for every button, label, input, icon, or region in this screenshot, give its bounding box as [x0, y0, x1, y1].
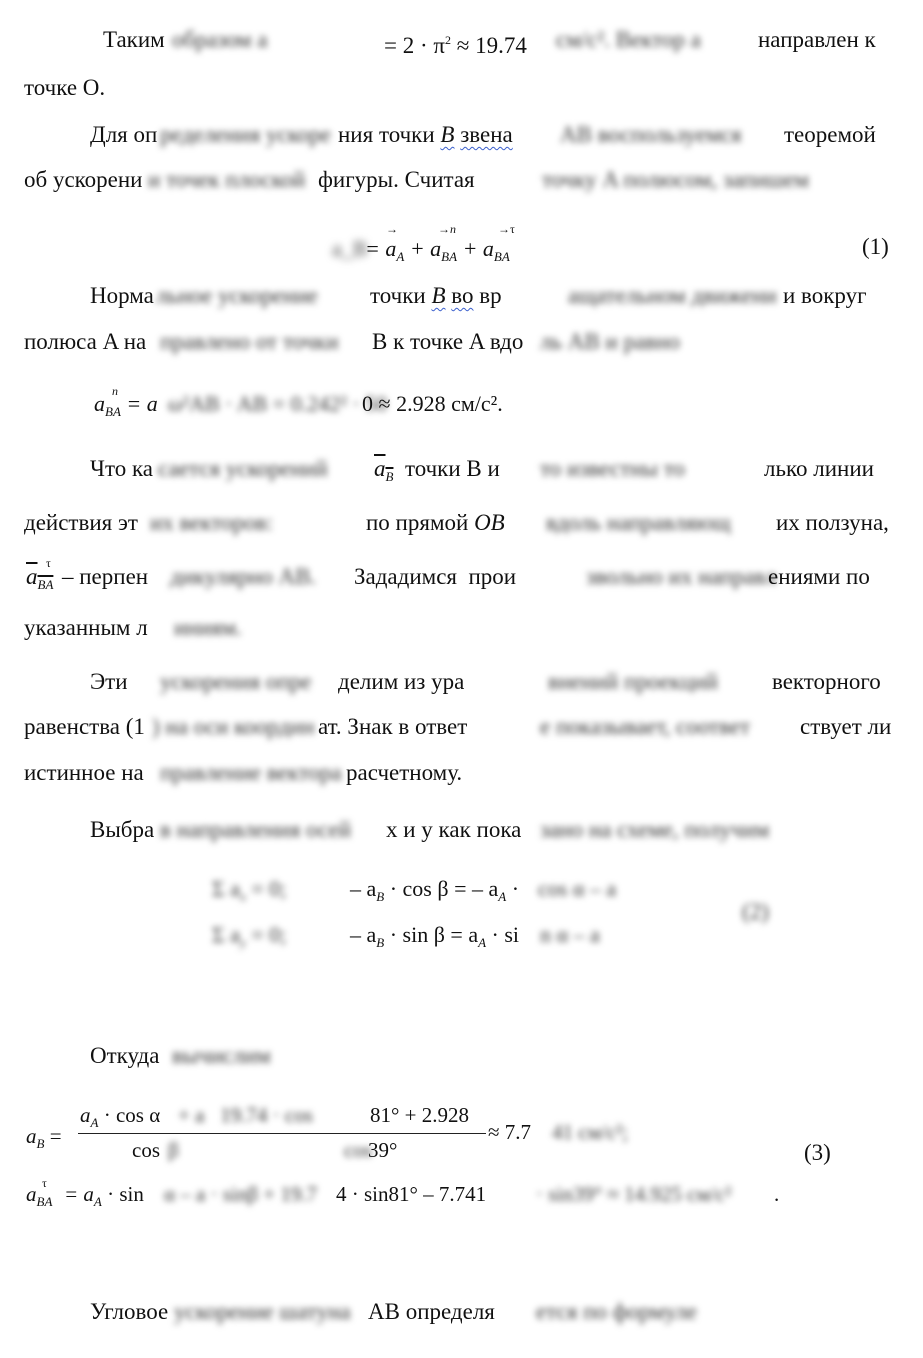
text-line-3-mid: [338, 121, 513, 149]
equation-3b-mid: [64, 1182, 144, 1210]
text-fragment: и точек плоской: [148, 167, 306, 192]
text-fragment: об ускорени: [24, 167, 143, 192]
text-fragment: · cos β = – a: [389, 876, 499, 901]
text-fragment: указанным л: [24, 615, 148, 640]
text-fragment: правлено от точки: [160, 329, 339, 354]
text-line-18-blur-2: [536, 1298, 697, 1326]
text-line-3: [90, 121, 157, 149]
text-fragment: их ползуна,: [776, 510, 889, 535]
text-line-1-formula: = $2 \cdot \pi^2 \approx 19.74$: [384, 33, 527, 58]
text-fragment: точки B и: [404, 456, 500, 481]
subscript: BA: [441, 249, 458, 264]
text-fragment: n α – a: [540, 922, 600, 947]
text-fragment: их векторов:: [150, 510, 273, 535]
text-fragment: дикулярно AB.: [170, 564, 317, 589]
subscript: B: [36, 1136, 45, 1151]
text-line-4-mid: [318, 166, 475, 194]
subscript: BA: [105, 404, 121, 419]
text-fragment: 19.74 · cos: [220, 1103, 313, 1127]
vector-arrow-icon: →n: [438, 222, 456, 236]
text-fragment: ствует ли: [800, 714, 892, 739]
text-fragment: 0 ≈ 2.928 см/с².: [362, 391, 503, 416]
subscript: A: [478, 935, 487, 950]
equation-2-row-2-right: [540, 922, 600, 948]
text-fragment: е показывает, соответ: [540, 714, 751, 739]
text-fragment: звена: [460, 122, 513, 147]
text-line-10-mid: [366, 509, 505, 537]
text-fragment: a_B: [332, 236, 368, 261]
text-fragment: ≈ 19.74: [456, 33, 527, 58]
text-fragment: + a: [409, 236, 442, 261]
equation-number-3: (3): [804, 1140, 831, 1165]
text-line-1-blur: [172, 26, 267, 54]
text-fragment: Σ a: [212, 922, 241, 947]
text-fragment: ется по формуле: [536, 1299, 697, 1324]
text-line-13-blur-2: [548, 668, 718, 696]
text-fragment: правление вектора: [160, 760, 342, 785]
text-fragment: ащательном движени: [568, 283, 777, 308]
text-fragment: + a: [178, 1103, 205, 1127]
subscript: x: [240, 889, 246, 904]
text-fragment: прои: [468, 564, 517, 589]
text-fragment: Для оп: [90, 122, 158, 147]
text-line-15: [24, 759, 144, 787]
equation-normal-accel-blur: [168, 391, 387, 417]
text-fragment: Что ка: [90, 456, 153, 481]
text-line-1-blur-2: [556, 26, 701, 54]
text-fragment: = a: [126, 391, 158, 416]
text-fragment: = a: [365, 236, 397, 261]
text-fragment: см/с². Вектор a: [556, 27, 701, 52]
text-fragment: Откуда: [90, 1043, 160, 1068]
text-fragment: Σ a: [212, 876, 241, 901]
text-fragment: x и y как пока: [386, 817, 522, 842]
superscript: τ: [42, 1176, 47, 1190]
text-fragment: – a: [350, 922, 377, 947]
text-line-17-blur: [172, 1042, 271, 1070]
text-fragment: · sin39° ≈ 14.925 см/с²: [536, 1182, 732, 1206]
fraction-bar: [78, 1133, 486, 1134]
equation-1-lhs: [332, 236, 367, 262]
text-fragment: ·: [511, 876, 520, 901]
text-line-11-blur: [170, 563, 316, 591]
text-line-4-blur-2: [542, 166, 809, 194]
text-fragment: · sinβ + 19.7: [210, 1182, 318, 1206]
text-fragment: фигуры. Считая: [318, 167, 475, 192]
text-fragment: AB определя: [368, 1299, 495, 1324]
equation-3b-lhs: [26, 1182, 52, 1210]
text-line-11-mid: [354, 563, 516, 591]
text-line-10-blur-2: [546, 509, 731, 537]
text-line-16-blur: [160, 816, 351, 844]
text-fragment: в направления осей: [160, 817, 352, 842]
equation-3-numerator-blur: [178, 1103, 313, 1128]
text-line-13-end: [772, 668, 881, 696]
text-fragment: 39°: [368, 1138, 398, 1162]
text-fragment: .: [774, 1182, 780, 1206]
equation-3-denominator-b: [368, 1138, 397, 1163]
text-line-4: [24, 166, 143, 194]
text-line-1-end: [758, 26, 876, 54]
equation-2-row-2-left: [212, 922, 286, 956]
text-fragment: внений проекций: [548, 669, 718, 694]
text-line-14-blur-2: [540, 713, 750, 741]
text-fragment: теоремой: [784, 122, 876, 147]
vector-a-ba-tau: $a_{BA}$: [26, 564, 54, 592]
subscript: BA: [36, 1194, 53, 1209]
text-line-9: [90, 455, 153, 483]
subscript: BA: [493, 249, 510, 264]
equation-3b-mid-2: [336, 1182, 486, 1207]
text-fragment: ускорения опре: [160, 669, 312, 694]
text-fragment: = 0;: [251, 922, 287, 947]
subscript: A: [93, 1194, 102, 1209]
text-fragment: и вокруг: [783, 283, 867, 308]
subscript: A: [90, 1115, 99, 1130]
text-line-11: [62, 563, 148, 591]
text-fragment: B: [440, 122, 455, 147]
text-fragment: α – a: [164, 1182, 206, 1206]
text-fragment: a: [80, 1103, 91, 1127]
text-line-18-blur: [174, 1298, 351, 1326]
text-fragment: OB: [474, 510, 505, 535]
text-line-7: [24, 328, 146, 356]
superscript: τ: [510, 222, 515, 236]
equation-3b-end: [774, 1182, 779, 1207]
text-fragment: 4 · sin81° – 7.741: [336, 1182, 487, 1206]
text-fragment: AB воспользуемся: [560, 122, 742, 147]
text-line-17: [90, 1042, 159, 1070]
text-line-6: [90, 282, 154, 310]
text-fragment: a: [94, 391, 105, 416]
text-line-15-blur: [160, 759, 342, 787]
subscript: y: [240, 935, 246, 950]
text-line-13-blur: [160, 668, 311, 696]
text-fragment: лько линии: [764, 456, 874, 481]
equation-2-row-1-left: [212, 876, 286, 910]
text-fragment: образом a: [172, 27, 268, 52]
text-line-9-blur: [158, 455, 328, 483]
equation-1-rhs: [365, 236, 510, 270]
text-line-7-blur: [160, 328, 339, 356]
text-fragment: a: [26, 1124, 37, 1148]
text-line-1: [103, 26, 165, 54]
equation-normal-accel: [94, 391, 158, 425]
text-fragment: по прямой: [366, 510, 469, 535]
vector-a-b: $a_B$: [374, 456, 394, 484]
text-fragment: точке O.: [24, 75, 106, 100]
text-line-6-mid: [370, 282, 502, 310]
text-line-16-mid: [386, 816, 521, 844]
text-fragment: = a: [64, 1182, 94, 1206]
text-fragment: иниям.: [174, 615, 242, 640]
equation-3b-blur-2: [536, 1182, 731, 1207]
equation-2-row-1-right: [538, 876, 616, 902]
text-fragment: точку A полюсом, запишем: [542, 167, 809, 192]
text-fragment: =: [49, 1124, 62, 1148]
text-fragment: ениями по: [768, 564, 870, 589]
text-fragment: Норма: [90, 283, 154, 308]
subscript: A: [396, 249, 405, 264]
text-fragment: расчетному.: [346, 760, 463, 785]
equation-3-denominator-blur: [168, 1138, 372, 1163]
text-line-12: [24, 614, 148, 642]
equation-3-lhs: [26, 1124, 62, 1152]
text-line-14: [24, 713, 145, 741]
text-fragment: – a: [350, 876, 377, 901]
equation-3-result-blur: [552, 1120, 628, 1145]
text-line-7-blur-2: [540, 328, 680, 356]
text-fragment: Зададимся: [354, 564, 457, 589]
superscript: n: [112, 384, 118, 398]
text-line-13: [90, 668, 128, 696]
text-line-3-end: [784, 121, 876, 149]
equation-2-row-1-mid: [350, 876, 519, 910]
equation-3b-blur: [164, 1182, 317, 1207]
text-line-10-end: [776, 509, 889, 537]
text-line-6-end: [783, 282, 867, 310]
text-fragment: действия эт: [24, 510, 138, 535]
equation-number-2: (2): [742, 899, 769, 924]
equation-normal-accel-end: [362, 391, 503, 417]
text-fragment: ускорение шатуна: [174, 1299, 351, 1324]
text-fragment: точки: [370, 283, 426, 308]
subscript: B: [376, 935, 385, 950]
equation-number-1: (1): [862, 234, 889, 259]
text-fragment: = 2 · π: [384, 33, 445, 58]
text-line-10-blur: [150, 509, 273, 537]
text-fragment: ределения ускоре: [160, 122, 331, 147]
text-fragment: · sin: [107, 1182, 144, 1206]
text-fragment: зано на схеме, получим: [540, 817, 770, 842]
text-line-6-blur: [156, 282, 318, 310]
subscript: B: [376, 889, 385, 904]
text-fragment: = 0;: [251, 876, 287, 901]
text-line-15-end: [346, 759, 462, 787]
text-fragment: ω²AB · AB = 0.242² · 50: [168, 391, 388, 416]
subscript: A: [498, 889, 507, 904]
text-line-3-blur: [160, 121, 331, 149]
text-fragment: вычислим: [172, 1043, 271, 1068]
text-fragment: равенства (1: [24, 714, 145, 739]
text-fragment: cos α – a: [538, 876, 617, 901]
text-line-18: [90, 1298, 168, 1326]
text-fragment: β: [168, 1138, 179, 1162]
text-line-14-mid: [318, 713, 467, 741]
text-line-16-blur-2: [540, 816, 769, 844]
text-fragment: звольно их направл: [586, 564, 777, 589]
text-fragment: делим из ура: [338, 669, 465, 694]
text-line-13-mid: [338, 668, 464, 696]
text-fragment: cos: [132, 1138, 160, 1162]
text-fragment: + a: [462, 236, 494, 261]
text-line-7-mid: [372, 328, 523, 356]
text-fragment: вр: [479, 283, 502, 308]
equation-3-numerator-a: [80, 1103, 160, 1131]
text-fragment: истинное на: [24, 760, 144, 785]
text-fragment: – перпен: [62, 564, 149, 589]
text-line-11-end: [768, 563, 870, 591]
text-line-9-end: [764, 455, 874, 483]
text-fragment: B: [431, 283, 446, 308]
text-line-10: [24, 509, 138, 537]
text-fragment: 41 см/с²;: [552, 1120, 629, 1144]
text-fragment: направлен к: [758, 27, 876, 52]
text-fragment: · si: [491, 922, 520, 947]
text-line-14-blur: [152, 713, 315, 741]
text-fragment: cos: [343, 1138, 372, 1162]
text-line-11-blur-2: [586, 563, 776, 591]
text-fragment: Выбра: [90, 817, 155, 842]
superscript: τ: [46, 556, 51, 570]
vector-arrow-icon: →τ: [498, 222, 515, 236]
text-line-6-blur-2: [568, 282, 777, 310]
equation-3-result: [488, 1120, 531, 1145]
text-fragment: вдоль направляющ: [546, 510, 731, 535]
text-line-9-mid: [374, 455, 500, 491]
text-fragment: a: [26, 1182, 37, 1206]
text-fragment: Эти: [90, 669, 128, 694]
text-line-12-blur: [174, 614, 242, 642]
text-fragment: ния точки: [338, 122, 435, 147]
text-fragment: во: [451, 283, 474, 308]
text-fragment: B к точке A вдо: [372, 329, 524, 354]
text-fragment: · sin β = a: [389, 922, 479, 947]
text-line-3-blur-2: [560, 121, 742, 149]
vector-arrow-icon: →: [386, 222, 398, 236]
text-line-4-blur: [148, 166, 305, 194]
text-fragment: Таким: [103, 27, 165, 52]
text-fragment: ≈ 7.7: [488, 1120, 532, 1144]
text-line-2: [24, 74, 105, 102]
equation-3-denominator-a: [132, 1138, 160, 1163]
text-fragment: сается ускорений: [158, 456, 328, 481]
text-fragment: то известны то: [540, 456, 685, 481]
text-line-14-end: [800, 713, 891, 741]
text-fragment: полюса A на: [24, 329, 147, 354]
text-line-16: [90, 816, 154, 844]
superscript: n: [450, 222, 456, 236]
text-line-18-mid: [368, 1298, 495, 1326]
text-fragment: ) на оси координ: [152, 714, 315, 739]
text-fragment: Угловое: [90, 1299, 169, 1324]
equation-2-row-2-mid: [350, 922, 519, 956]
text-fragment: · cos α: [103, 1103, 161, 1127]
text-fragment: ль AB и равно: [540, 329, 680, 354]
text-line-9-blur-2: [540, 455, 685, 483]
text-fragment: ат. Знак в ответ: [318, 714, 468, 739]
equation-3-numerator-b: [370, 1103, 469, 1128]
text-fragment: 81° + 2.928: [370, 1103, 469, 1127]
text-fragment: векторного: [772, 669, 881, 694]
text-fragment: льное ускорение: [156, 283, 318, 308]
